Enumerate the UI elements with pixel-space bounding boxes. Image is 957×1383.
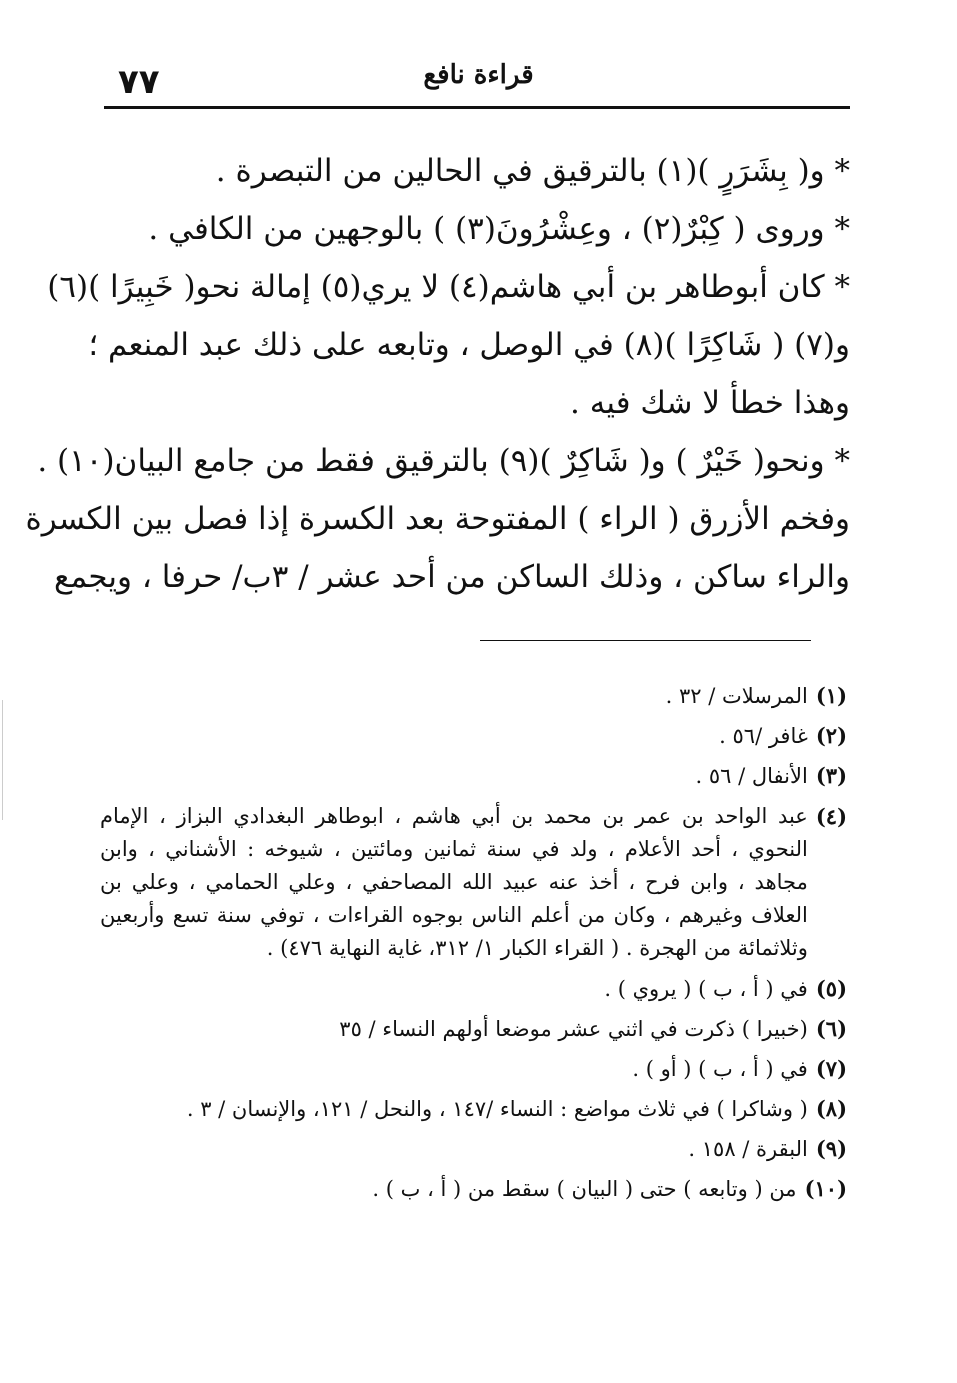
footnote-number: (٢) (815, 723, 847, 748)
text-line: وهذا خطأ لا شك فيه . (570, 385, 850, 421)
footnote (100, 716, 847, 756)
header-rule (104, 106, 850, 109)
footnote (100, 756, 847, 796)
footnote (100, 1009, 847, 1049)
footnote-text: المرسلات / ٣٢ . (665, 684, 808, 708)
footnote (100, 676, 847, 716)
page-header (100, 56, 857, 108)
footnote-text: ( وشاكرا ) في ثلاث مواضع : النساء /١٤٧ ، والنحل / ١٢١، والإنسان / ٣ . (186, 1097, 808, 1121)
footnote-text: البقرة / ١٥٨ . (688, 1137, 808, 1161)
footnote-text: في ( أ ، ب ) ( أو ) . (632, 1057, 808, 1081)
main-text (25, 142, 850, 606)
footnote-separator (480, 640, 811, 641)
footnote-text: عبد الواحد بن عمر بن محمد بن أبي هاشم ، ابوطاهر البغدادي البزاز ، الإمام النحوي ، أحد الأعلام ، ولد في سنة ثمانين ومائتين ، شيوخه : الأشناني ، وابن مجاهد ، وابن فرح ، أخذ عنه عبيد الله المصاحفي ، وعلي الحمامي ، وعلي بن العلاف وغيرهم ، وكان من أعلم الناس بوجوه القراءات ، توفي سنة تسع وأربعين وثلاثمائة من الهجرة . ( القراء الكبار ١/ ٣١٢، غاية النهاية ٤٧٦) . (100, 804, 808, 960)
text-line: * ونحو( خَيْرٌ ) و( شَاكِرٌ )(٩) بالترقيق فقط من جامع البيان(١٠) . (37, 443, 850, 479)
footnote-text: في ( أ ، ب ) ( يروي ) . (604, 977, 808, 1001)
footnote (100, 1169, 847, 1209)
footnote-text: غافر /٥٦ . (719, 724, 808, 748)
text-line: و(٧) ( شَاكِرًا )(٨) في الوصل ، وتابعه على ذلك عبد المنعم ؛ (88, 327, 850, 363)
text-line: والراء ساكن ، وذلك الساكن من أحد عشر / ٣ب/ حرفا ، ويجمع (53, 559, 850, 595)
footnote-number: (١٠) (804, 1176, 847, 1201)
footnotes (100, 676, 847, 1209)
running-title: قراءة نافع (423, 60, 534, 90)
footnote (100, 969, 847, 1009)
text-line: وفخم الأزرق ( الراء ) المفتوحة بعد الكسرة إذا فصل بين الكسرة (25, 501, 850, 537)
footnote-text: الأنفال / ٥٦ . (695, 764, 808, 788)
footnote-number: (٣) (815, 763, 847, 788)
footnote-text: (خبيرا ) ذكرت في اثني عشر موضعا أولهم النساء / ٣٥ (339, 1017, 808, 1041)
footnote-number: (٩) (815, 1136, 847, 1161)
page-number: ٧٧ (118, 62, 160, 102)
text-line: * كان أبوطاهر بن أبي هاشم(٤) لا يري(٥) إمالة نحو( خَبِيرًا )(٦) (47, 269, 850, 305)
footnote-number: (٦) (815, 1016, 847, 1041)
footnote-number: (٤) (815, 804, 847, 829)
text-line: * وروى ( كِبْرٌ(٢) ، وعِشْرُونَ(٣) ) بالوجهين من الكافي . (148, 211, 850, 247)
footnote-number: (٥) (815, 976, 847, 1001)
footnote-number: (٨) (815, 1096, 847, 1121)
footnote-number: (٧) (815, 1056, 847, 1081)
scan-edge-mark (2, 700, 3, 820)
footnote (100, 1049, 847, 1089)
footnote-number: (١) (815, 683, 847, 708)
footnote (100, 1129, 847, 1169)
footnote (100, 1089, 847, 1129)
footnote (100, 796, 847, 969)
footnote-text: من ( وتابعه ) حتى ( البيان ) سقط من ( أ ، ب ) . (372, 1177, 797, 1201)
text-line: * و( بِشَرَرٍ )(١) بالترقيق في الحالين من التبصرة . (215, 153, 850, 189)
